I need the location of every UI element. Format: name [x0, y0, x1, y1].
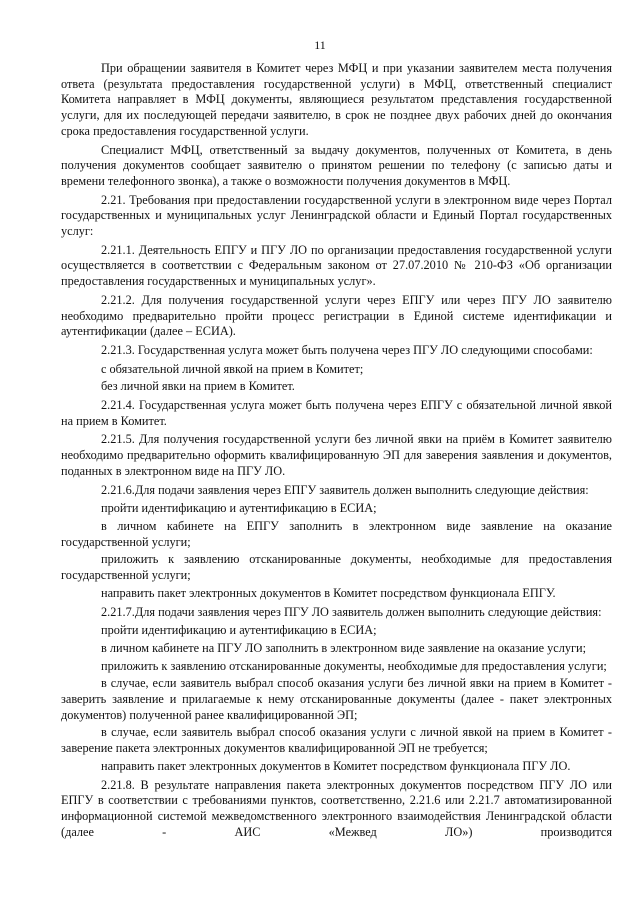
paragraph-2-21-5: 2.21.5. Для получения государственной услуги без личной явки на приём в Комитет заявителю необходимо предварительно оформить квалифицированную ЭП для заверения заявления и документов, поданных в электронном виде на ПГУ ЛО.	[61, 432, 612, 478]
list-item: приложить к заявлению отсканированные документы, необходимые для предоставления государственной услуги;	[61, 552, 612, 583]
document-body	[61, 61, 612, 843]
paragraph-2-21-7: 2.21.7.Для подачи заявления через ПГУ ЛО заявитель должен выполнить следующие действия:	[101, 604, 602, 619]
paragraph-mfc-delivery: При обращении заявителя в Комитет через МФЦ и при указании заявителем места получения ответа (результата предоставления государственной услуги) в МФЦ, ответственный специалист Комитета направляет в МФЦ документы, являющиеся результатом представления государственной услуги, для их последующей передачи заявителю, в срок не позднее двух рабочих дней до окончания срока предоставления государственной услуги.	[61, 61, 612, 138]
list-item: в случае, если заявитель выбрал способ оказания услуги с личной явкой на прием в Комитет - заверение пакета электронных документов квалифицированной ЭП не требуется;	[61, 725, 612, 756]
list-item: в личном кабинете на ПГУ ЛО заполнить в электронном виде заявление на оказание услуги;	[101, 640, 587, 655]
list-item: без личной явки на прием в Комитет.	[101, 379, 295, 394]
paragraph-2-21-4: 2.21.4. Государственная услуга может быть получена через ЕПГУ с обязательной личной явкой на прием в Комитет.	[61, 398, 612, 428]
list-item: с обязательной личной явкой на прием в Комитет;	[101, 361, 364, 376]
paragraph-2-21-6: 2.21.6.Для подачи заявления через ЕПГУ заявитель должен выполнить следующие действия:	[101, 482, 589, 497]
list-item: направить пакет электронных документов в Комитет посредством функционала ЕПГУ.	[101, 585, 556, 600]
paragraph-2-21-2: 2.21.2. Для получения государственной услуги через ЕПГУ или через ПГУ ЛО заявителю необходимо предварительно пройти процесс регистрации в Единой системе идентификации и аутентификации (далее – ЕСИА).	[61, 292, 612, 339]
list-item: пройти идентификацию и аутентификацию в ЕСИА;	[101, 501, 377, 516]
paragraph-2-21-1: 2.21.1. Деятельность ЕПГУ и ПГУ ЛО по организации предоставления государственной услуги осуществляется в соответствии с Федеральным законом от 27.07.2010 № 210-ФЗ «Об организации предоставления государственных и муниципальных услуг».	[61, 242, 612, 289]
page-number: 11	[314, 38, 326, 52]
paragraph-2-21: 2.21. Требования при предоставлении государственной услуги в электронном виде через Портал государственных и муниципальных услуг Ленинградской области и Единый Портал государственных услуг:	[61, 192, 612, 239]
list-item: направить пакет электронных документов в Комитет посредством функционала ПГУ ЛО.	[101, 758, 571, 773]
paragraph-2-21-3: 2.21.3. Государственная услуга может быть получена через ПГУ ЛО следующими способами:	[101, 342, 593, 357]
list-item: в личном кабинете на ЕПГУ заполнить в электронном виде заявление на оказание государственной услуги;	[61, 518, 612, 549]
list-item: пройти идентификацию и аутентификацию в ЕСИА;	[101, 623, 377, 638]
list-item: приложить к заявлению отсканированные документы, необходимые для предоставления услуги;	[101, 658, 607, 673]
paragraph-2-21-8: 2.21.8. В результате направления пакета электронных документов посредством ПГУ ЛО или ЕПГУ в соответствии с требованиями пунктов, соответственно, 2.21.6 или 2.21.7 автоматизированной информационной системой межведомственного электронного взаимодействия Ленинградской области (далее - АИС «Межвед ЛО») производится	[61, 777, 612, 839]
paragraph-mfc-specialist: Специалист МФЦ, ответственный за выдачу документов, полученных от Комитета, в день получения документов сообщает заявителю о принятом решении по телефону (с записью даты и времени телефонного звонка), а также о возможности получения документов в МФЦ.	[61, 142, 612, 188]
list-item: в случае, если заявитель выбрал способ оказания услуги без личной явки на прием в Комитет - заверить заявление и прилагаемые к нему отсканированные документы (далее - пакет электронных документов) полученной ранее квалифицированной ЭП;	[61, 676, 612, 722]
